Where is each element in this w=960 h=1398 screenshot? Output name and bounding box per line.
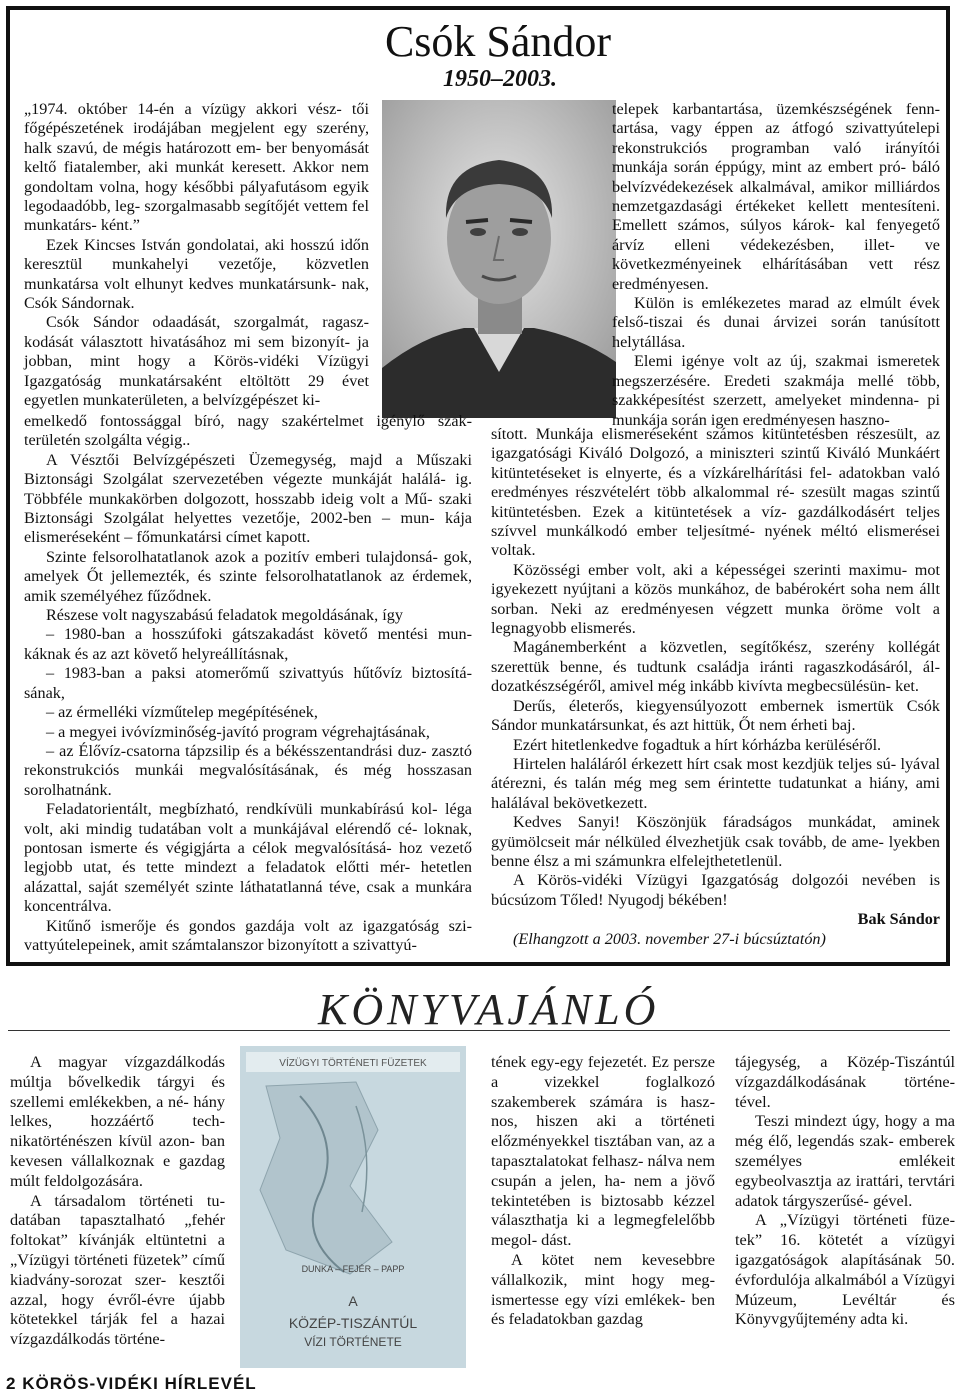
note: (Elhangzott a 2003. november 27-i búcsúztatón) — [513, 929, 826, 948]
list-item: – 1980-ban a hosszúfoki gátszakadást követő mentési mun- káknak és az azt követő helyreállításnak, — [24, 625, 472, 663]
obituary-column-2 — [612, 100, 940, 430]
paragraph: tének egy-egy fejezetét. Ez persze a vizekkel foglalkozó szakemberek számára is hasz- nos, hiszen aki a történeti előzményekkel tisztában van, az a tapasztalatokat felhasz- nálva nem csupán a jelen, ha- nem a jövő tekintetében is biztosabb kézzel választhatja ki a legmegfelelőbb megol- dást. — [491, 1052, 715, 1250]
divider — [8, 1030, 950, 1031]
portrait-illustration — [382, 100, 616, 418]
paragraph: A társadalom történeti tu- datában tapasztalható „fehér foltokat” kívánják eltüntetni a „Vízügyi történeti füzetek” című kiadvány-sorozat szer- kesztői azzal, hogy évről-évre újabb kötetekkel tárják fel a hazai vízgazdálkodás történe- — [10, 1190, 225, 1349]
page-number: 2 — [6, 1374, 17, 1393]
list-item: – az érmelléki vízműtelep megépítésének, — [46, 703, 318, 722]
paragraph: Részese volt nagyszabású feladatok megoldásának, így — [46, 606, 403, 625]
paragraph: A „Vízügyi történeti füze- tek” 16. kötetét a vízügyi igazgatóságok alapításának 50. évfordulója alkalmából a Vízügyi Múzeum, Levéltár és Könyvgyűjtemény adta ki. — [735, 1210, 955, 1329]
book-cover — [240, 1046, 466, 1368]
obituary-column-1 — [24, 100, 369, 411]
cover-title-1: A — [348, 1293, 358, 1309]
paragraph: Kitűnő ismerője és gondos gazdája volt az igazgatóság szi- vattyútelepeinek, amit számtalanszor bizonyított a szivattyú- — [24, 916, 472, 954]
paragraph: Külön is emlékezetes marad az elmúlt évek felső-tiszai és dunai árvizei során tanúsított helytállása. — [612, 294, 940, 351]
signature: Bak Sándor — [857, 910, 940, 929]
paragraph: A Körös-vidéki Vízügyi Igazgatóság dolgozói nevében is búcsúzom Tőled! Nyugodj békében! — [491, 871, 940, 909]
portrait-photo — [382, 100, 616, 418]
obituary-title: Csók Sándor — [384, 17, 612, 66]
cover-title-3: VÍZI TÖRTÉNETE — [304, 1335, 402, 1349]
cover-title-2: KÖZÉP-TISZÁNTÚL — [288, 1315, 418, 1331]
list-item: – 1983-ban a paksi atomerőmű szivattyús hűtővíz biztosítá- sának, — [24, 664, 472, 702]
paragraph: Szinte felsorolhatatlanok azok a pozitív emberi tulajdonsá- gok, amelyek Őt jellemezték, és szinte felsorolhatatlanok az érdemek, amik személyéhez fűződnek. — [24, 547, 472, 605]
paragraph: Közösségi ember volt, aki a képességei szerinti maximu- mot igyekezett nyújtani a közös munkához, de babérokért soha nem állt sorban. Neki az eredményesen végzett munka öröme volt a legnagyobb elismerés. — [491, 560, 940, 638]
book-review-column-2 — [491, 1052, 715, 1329]
paragraph: Magánemberként a közvetlen, segítőkész, szerény kollégát szerettük benne, és tudtunk családja iránti ragaszkodásáról, ál- dozatkészségéről, amivel még inkább kivívta megbecsülésün- ket. — [491, 638, 940, 696]
paragraph: Ezek Kincses István gondolatai, aki hosszú időn keresztül munkahelyi vezetője, közvetlen munkatársa volt elhunyt kedves munkatársunk- nak, Csók Sándornak. — [24, 235, 369, 313]
paragraph: telepek karbantartása, üzemkészségének fenn- tartása, vagy éppen az átfogó szivattyútelepi rekonstrukciós programban való irányítói munkája során éppúgy, mint az embert pró- báló belvízvédekezések alkalmával, amikor milliárdos nemzetgazdasági értékeket kellett mentesíteni. Emellett számos, súlyos károk- kal fenyegető árvíz elleni védekezésben, illet- ve következményeinek elhárításában vett rész eredményesen. — [612, 100, 940, 293]
paragraph: Ezért hitetlenkedve fogadtuk a hírt kórházba kerüléséről. — [513, 735, 882, 754]
list-item: – az Élővíz-csatorna tápzsilip és a békésszentandrási duz- zasztó rekonstrukciós munkái megvalósításának, és még hosszasan sorolhatnánk. — [24, 741, 472, 799]
paragraph: Teszi mindezt úgy, hogy a ma még élő, legendás szak- emberek személyes emlékeit egybeolvasztja az irattári, tervtári adatok tárgyszerűsé- gével. — [735, 1111, 955, 1210]
cover-series: VÍZÜGYI TÖRTÉNETI FÜZETEK — [279, 1058, 427, 1069]
paragraph: A magyar vízgazdálkodás múltja bővelkedik tárgyi és szellemi emlékekben, a né- hány lelkes, hozzáértő tech- nikatörténészen kívül azon- ban kevesen vállalkoznak e gazdag múlt feldolgozására. — [10, 1052, 225, 1190]
paragraph: Derűs, életerős, kiegyensúlyozott embernek ismertük Csók Sándor munkatársunkat, és azt hittük, Őt nem érheti baj. — [491, 696, 940, 735]
paragraph: A kötet nem kevesebbre vállalkozik, mint hogy meg- ismertesse egy vízi emlékek- ben és feladatokban gazdag — [491, 1249, 715, 1329]
paragraph: „1974. október 14-én a vízügy akkori vész- tői főgépészetének irodájában megjelent egy szerény, halk szavú, de mégis határozott em- ber benyomását keltő fiatalember, aki munkát keresett. Akkor nem gondoltam volna, hogy későbbi pályafutásom egyik legodaadóbb, leg- szorgalmasabb segítőjét vettem fel munkatárs- ként.” — [24, 100, 369, 235]
paragraph: A Vésztői Belvízgépészeti Üzemegység, majd a Műszaki Biztonsági Szolgálat szervezetében végezte munkáját halálá- ig. Többféle munkakörben dolgozott, hosszabb ideig volt a Mű- szaki Biztonsági Szolgálat helyettes vezetője, 2002-ben – mun- kája elismeréseként – főmunkatársi címet kapott. — [24, 450, 472, 547]
paragraph: Feladatorientált, megbízható, rendkívüli munkabírású kol- léga volt, aki mindig tudatában volt a munkájával elérendő cé- loknak, pontosan ismerte és végigjárta a célok megvalósításá- hoz vezető legjobb utat, és tette mindezt a feladatok előtti mér- hetetlen alázattal, saját személyét szinte láthatatlanná téve, csak a munkára koncentrálva. — [24, 800, 472, 916]
book-review-heading: KÖNYVAJÁNLÓ — [318, 985, 660, 1034]
obituary-years: 1950–2003. — [443, 66, 557, 92]
paragraph: Hirtelen haláláról érkezett hírt csak most kezdjük teljes sú- lyával átérezni, és talán még meg sem érintette tudatunkat a hiány, ami halálával bekövetkezett. — [491, 754, 940, 812]
paragraph: Elemi igénye volt az új, szakmai ismeretek megszerzésére. Eredeti szakmája mellé több, szakképesítést szerzett, amelyeket mindenna- pi munkája során igen eredményesen haszno- — [612, 352, 940, 429]
obituary-column-3 — [24, 412, 472, 955]
newsletter-name: KÖRÖS-VIDÉKI HÍRLEVÉL — [22, 1374, 257, 1393]
list-item: – a megyei ivóvízminőség-javító program végrehajtásának, — [46, 722, 430, 741]
cover-authors: DUNKA – FEJÉR – PAPP — [301, 1264, 405, 1274]
obituary-column-4 — [491, 425, 940, 949]
paragraph: emelkedő fontossággal bíró, nagy szakértelmet igénylő szak- területén szolgálta végig.. — [24, 412, 472, 450]
paragraph: tájegység, a Közép-Tiszántúl vízgazdálkodásának történe- tével. — [735, 1052, 955, 1111]
page-footer — [6, 1374, 257, 1394]
book-review-column-1 — [10, 1052, 225, 1349]
paragraph: sított. Munkája elismeréseként számos kitüntetésben részesült, az igazgatósági Kiváló Dolgozó, a miniszteri szintű Kiváló Munkáért kitüntetéseket is elnyerte, és a vízkárelhárítási fel- adatokban való eredményes részvételért több alkalommal ré- szesült magas szintű kitüntetésben. Ezek a kitüntetések a víz- gazdálkodásért teljes szívvel munkálkodó ember teljesítmé- nyének méltó elismerései voltak. — [491, 425, 940, 560]
book-review-column-3 — [735, 1052, 955, 1329]
paragraph: Csók Sándor odaadását, szorgalmát, ragasz- kodását választott hivatásához mi sem bizonyít- ja jobban, mint hogy a Körös-vidéki Vízügyi Igazgatóság munkatársaként eltöltött 29 évet egyetlen munkaterületen, a belvízgépészet ki- — [24, 313, 369, 410]
paragraph: Kedves Sanyi! Köszönjük fáradságos munkádat, aminek gyümölcseit már nélküled élvezhetjük csak tovább, de ame- lyekben benne élsz a mi számunkra elfelejthetetlenül. — [491, 813, 940, 870]
book-cover-art — [240, 1046, 466, 1368]
